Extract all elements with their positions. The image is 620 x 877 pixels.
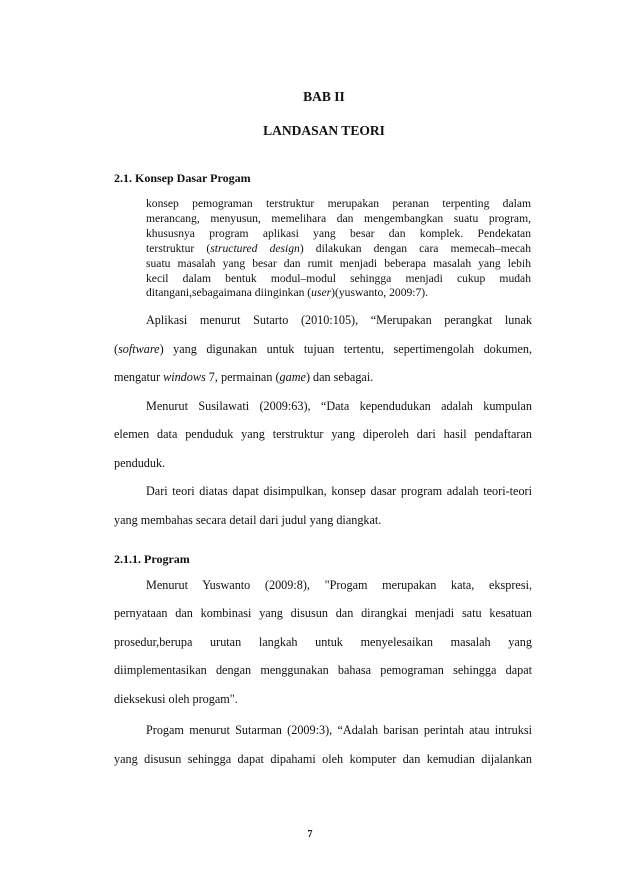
paragraph-line: Progam menurut Sutarman (2009:3), “Adalah barisan perintah atau intruksi — [146, 723, 532, 737]
paragraph-line: Menurut Susilawati (2009:63), “Data kependudukan adalah kumpulan — [146, 399, 532, 413]
paragraph-line: Menurut Yuswanto (2009:8), "Progam merupakan kata, ekspresi, — [146, 578, 532, 592]
paragraph-line: yang membahas secara detail dari judul yang diangkat. — [114, 513, 382, 527]
subsection-heading: 2.1.1. Program — [114, 552, 190, 566]
italic-term: structured design — [210, 242, 300, 255]
paragraph-line: prosedur,berupa urutan langkah untuk menyelesaikan masalah yang — [114, 635, 532, 649]
chapter-label: BAB II — [303, 89, 345, 104]
paragraph-line: elemen data penduduk yang terstruktur yang diperoleh dari hasil pendaftaran — [114, 427, 532, 441]
italic-term: windows — [163, 370, 206, 384]
paragraph-line: penduduk. — [114, 456, 166, 470]
quote-line: konsep pemograman terstruktur merupakan peranan terpenting dalam — [146, 197, 531, 210]
page-number: 7 — [307, 829, 313, 840]
chapter-title: LANDASAN TEORI — [263, 123, 385, 138]
paragraph-line: yang disusun sehingga dapat dipahami oleh komputer dan kemudian dijalankan — [114, 752, 532, 766]
quote-line: suatu masalah yang besar dan rumit menjadi beberapa masalah yang lebih — [146, 257, 531, 270]
quote-line: khususnya program aplikasi yang besar dan komplek. Pendekatan — [146, 227, 531, 240]
paragraph-line: mengatur windows 7, permainan (game) dan sebagai. — [114, 370, 374, 384]
quote-line: terstruktur (structured design) dilakukan dengan cara memecah–mecah — [146, 242, 531, 255]
paragraph-line: Aplikasi menurut Sutarto (2010:105), “Merupakan perangkat lunak — [146, 313, 532, 327]
paragraph-line: diimplementasikan dengan menggunakan bahasa pemograman sehingga dapat — [114, 663, 532, 677]
paragraph-line: dieksekusi oleh progam". — [114, 692, 238, 706]
italic-term: software — [118, 342, 160, 356]
paragraph-line: (software) yang digunakan untuk tujuan tertentu, sepertimengolah dokumen, — [114, 342, 532, 356]
quote-line: ditangani,sebagaimana diinginkan (user)(yuswanto, 2009:7). — [146, 286, 429, 299]
quote-line: merancang, menyusun, memelihara dan mengembangkan suatu program, — [146, 212, 531, 225]
italic-term: user — [311, 286, 332, 299]
paragraph-line: Dari teori diatas dapat disimpulkan, konsep dasar program adalah teori-teori — [146, 484, 532, 498]
section-heading: 2.1. Konsep Dasar Progam — [114, 171, 251, 185]
italic-term: game — [279, 370, 306, 384]
quote-line: kecil dalam bentuk modul–modul sehingga menjadi cukup mudah — [146, 272, 531, 285]
paragraph-line: pernyataan dan kombinasi yang disusun dan dirangkai menjadi satu kesatuan — [114, 606, 532, 620]
